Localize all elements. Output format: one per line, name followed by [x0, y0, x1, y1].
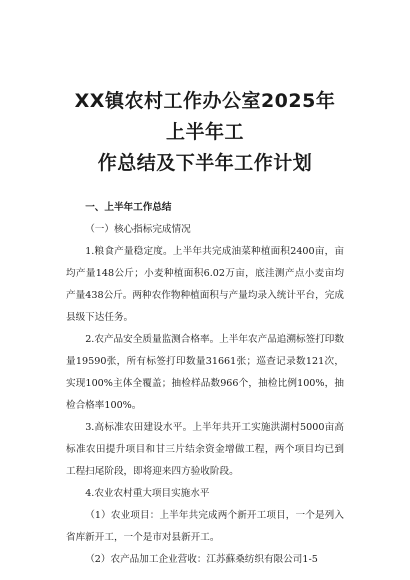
paragraph-major-projects-heading: 4.农业农村重大项目实施水平: [85, 488, 210, 499]
paragraph-grain-output: 1.粮食产量稳定度。上半年共完成油菜种植面积2400亩，亩均产量148公斤；小麦种植面积6.02万亩，底洼测产点小麦亩均产量438公斤。两种农作物种植面积与产量均录入统计平台，完成县级下达任务。: [66, 246, 344, 323]
paragraph-processing-revenue: （2）农产品加工企业营收：江苏蘇桑纺织有限公司1-5: [85, 554, 318, 565]
paragraph-quality-monitoring: 2.农产品安全质量监测合格率。上半年农产品追溯标签打印数量19590张，所有标签打印数量31661张；巡查记录数121次，实现100%主体全覆盖；抽检样品数966个，抽检比例100%，抽检合格率100%。: [66, 334, 344, 411]
document-title: [66, 0, 344, 179]
document-body: [66, 197, 344, 571]
title-line-2: 作总结及下半年工作计划: [97, 152, 313, 174]
paragraph-agri-projects: （1）农业项目：上半年共完成两个新开工项目，一个是列入省库新开工，一个是市对县新开工。: [66, 510, 344, 543]
title-line-1: XX镇农村工作办公室2025年上半年工: [74, 90, 336, 143]
subsection-heading: （一）核心指标完成情况: [85, 224, 191, 235]
paragraph-farmland-construction: 3.高标准农田建设水平。上半年共开工实施洪湖村5000亩高标准农田提升项目和甘三片结余资金增做工程，两个项目均已到工程扫尾阶段，即将迎来四方验收阶段。: [66, 422, 344, 477]
section-heading: 一、上半年工作总结: [85, 202, 172, 213]
